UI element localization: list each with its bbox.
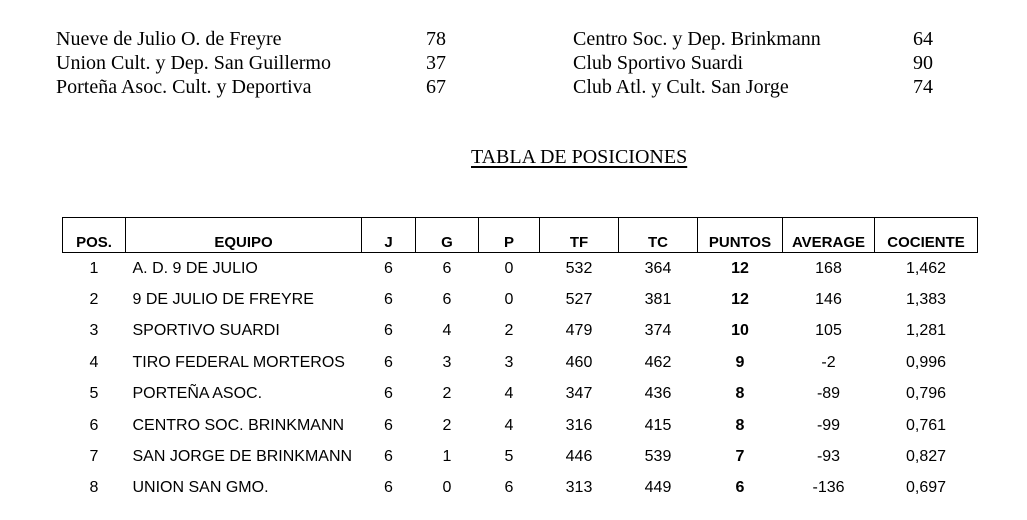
result-score: 64 [913, 28, 933, 50]
result-row [573, 75, 993, 99]
won-cell: 6 [442, 291, 452, 309]
result-score: 37 [426, 52, 446, 74]
results-right-column [573, 27, 993, 99]
points-cell: 7 [735, 448, 745, 466]
team-cell: UNION SAN GMO. [132, 479, 269, 497]
ratio-cell: 0,796 [905, 385, 947, 403]
points-for-cell: 316 [565, 416, 593, 434]
points-against-cell: 381 [644, 291, 672, 309]
ratio-cell: 0,996 [905, 353, 947, 371]
header-won: G [416, 218, 479, 253]
pos-cell: 1 [89, 259, 99, 277]
table-row [63, 253, 978, 285]
standings-table [62, 217, 978, 504]
lost-cell: 2 [504, 322, 514, 340]
pos-cell: 4 [89, 353, 99, 371]
table-row [63, 284, 978, 315]
ratio-cell: 1,383 [905, 291, 947, 309]
result-team: Centro Soc. y Dep. Brinkmann [573, 28, 821, 50]
points-for-cell: 313 [565, 479, 593, 497]
result-row [573, 51, 993, 75]
team-cell: SAN JORGE DE BRINKMANN [132, 448, 353, 466]
ratio-cell: 0,761 [905, 416, 947, 434]
points-for-cell: 446 [565, 448, 593, 466]
points-against-cell: 462 [644, 353, 672, 371]
points-against-cell: 449 [644, 479, 672, 497]
played-cell: 6 [384, 385, 393, 403]
lost-cell: 4 [504, 416, 514, 434]
result-score: 78 [426, 28, 446, 50]
result-row [573, 27, 993, 51]
result-row [56, 75, 476, 99]
table-row [63, 379, 978, 410]
lost-cell: 4 [504, 385, 514, 403]
average-cell: 105 [815, 322, 842, 340]
points-cell: 10 [731, 322, 749, 340]
average-cell: 168 [815, 259, 842, 277]
won-cell: 1 [442, 448, 452, 466]
won-cell: 2 [442, 385, 452, 403]
points-for-cell: 479 [565, 322, 593, 340]
points-for-cell: 527 [565, 291, 593, 309]
lost-cell: 6 [504, 479, 514, 497]
pos-cell: 6 [89, 416, 99, 434]
lost-cell: 0 [504, 291, 514, 309]
header-played: J [362, 218, 416, 253]
average-cell: -99 [816, 416, 841, 434]
result-team: Club Sportivo Suardi [573, 52, 744, 74]
header-points-for: TF [540, 218, 619, 253]
points-for-cell: 347 [565, 385, 593, 403]
points-cell: 8 [735, 416, 745, 434]
result-team: Porteña Asoc. Cult. y Deportiva [56, 76, 312, 98]
standings-header-row [63, 218, 978, 253]
result-score: 74 [913, 76, 933, 98]
lost-cell: 5 [504, 448, 514, 466]
points-cell: 12 [731, 259, 749, 277]
points-cell: 9 [735, 353, 745, 371]
header-points-against: TC [619, 218, 698, 253]
points-against-cell: 364 [644, 259, 672, 277]
pos-cell: 7 [89, 448, 99, 466]
points-for-cell: 460 [565, 353, 593, 371]
pos-cell: 3 [89, 322, 99, 340]
header-average: AVERAGE [783, 218, 875, 253]
played-cell: 6 [384, 448, 393, 466]
team-cell: SPORTIVO SUARDI [132, 322, 280, 340]
won-cell: 6 [442, 259, 452, 277]
won-cell: 3 [442, 353, 452, 371]
points-cell: 12 [731, 291, 749, 309]
lost-cell: 0 [504, 259, 514, 277]
team-cell: A. D. 9 DE JULIO [132, 259, 258, 277]
points-against-cell: 374 [644, 322, 672, 340]
header-points: PUNTOS [698, 218, 783, 253]
points-against-cell: 539 [644, 448, 672, 466]
average-cell: -93 [816, 448, 841, 466]
result-row [56, 51, 476, 75]
table-row [63, 410, 978, 441]
points-cell: 6 [735, 479, 745, 497]
points-for-cell: 532 [565, 259, 593, 277]
team-cell: PORTEÑA ASOC. [132, 385, 263, 403]
ratio-cell: 1,462 [905, 259, 947, 277]
won-cell: 4 [442, 322, 452, 340]
table-row [63, 441, 978, 472]
played-cell: 6 [384, 479, 393, 497]
played-cell: 6 [384, 291, 393, 309]
team-cell: 9 DE JULIO DE FREYRE [132, 291, 314, 309]
standings-title: TABLA DE POSICIONES [471, 146, 688, 168]
played-cell: 6 [384, 259, 393, 277]
table-row [63, 473, 978, 504]
average-cell: 146 [815, 291, 842, 309]
header-team: EQUIPO [126, 218, 362, 253]
header-ratio: COCIENTE [875, 218, 978, 253]
header-lost: P [479, 218, 540, 253]
won-cell: 0 [442, 479, 452, 497]
result-score: 67 [426, 76, 446, 98]
ratio-cell: 1,281 [905, 322, 947, 340]
points-against-cell: 436 [644, 385, 672, 403]
lost-cell: 3 [504, 353, 514, 371]
points-against-cell: 415 [644, 416, 672, 434]
result-row [56, 27, 476, 51]
result-team: Nueve de Julio O. de Freyre [56, 28, 282, 50]
won-cell: 2 [442, 416, 452, 434]
average-cell: -136 [812, 479, 845, 497]
played-cell: 6 [384, 322, 393, 340]
result-team: Club Atl. y Cult. San Jorge [573, 76, 789, 98]
average-cell: -89 [816, 385, 841, 403]
points-cell: 8 [735, 385, 745, 403]
table-row [63, 347, 978, 378]
pos-cell: 5 [89, 385, 99, 403]
pos-cell: 8 [89, 479, 99, 497]
ratio-cell: 0,827 [905, 448, 947, 466]
result-score: 90 [913, 52, 933, 74]
pos-cell: 2 [89, 291, 99, 309]
team-cell: CENTRO SOC. BRINKMANN [132, 416, 345, 434]
table-row [63, 316, 978, 347]
results-left-column [56, 27, 476, 99]
played-cell: 6 [384, 416, 393, 434]
team-cell: TIRO FEDERAL MORTEROS [132, 353, 345, 371]
played-cell: 6 [384, 353, 393, 371]
header-pos: POS. [63, 218, 126, 253]
ratio-cell: 0,697 [905, 479, 947, 497]
average-cell: -2 [821, 353, 836, 371]
result-team: Union Cult. y Dep. San Guillermo [56, 52, 331, 74]
